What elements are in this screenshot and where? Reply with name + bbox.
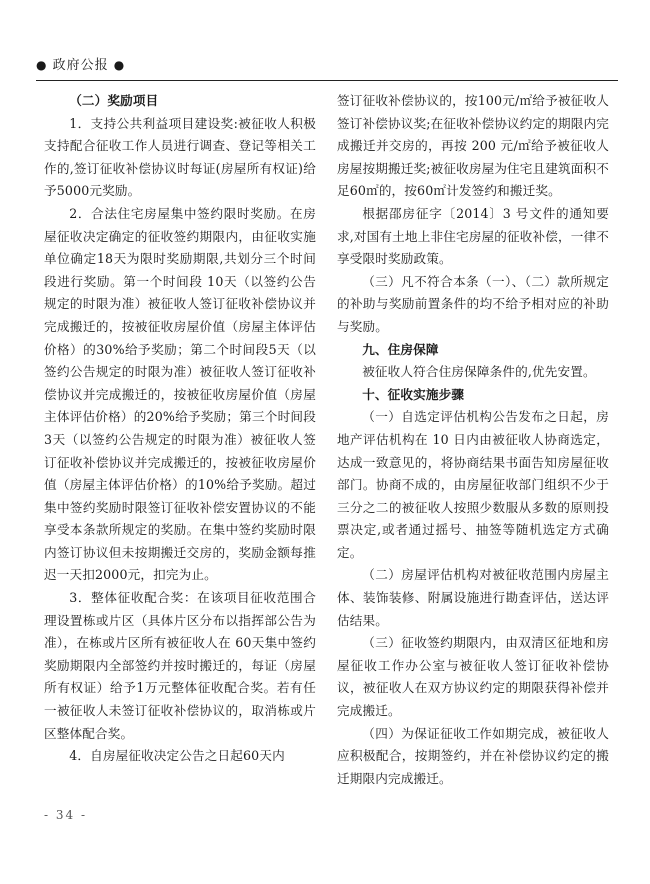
paragraph: （三）凡不符合本条（一）、（二）款所规定的补助与奖励前置条件的均不给予相对应的补助与奖励。: [337, 273, 609, 334]
bullet-icon: ●: [113, 58, 126, 72]
header-rule: [36, 80, 618, 81]
running-header: [36, 54, 616, 76]
section-heading-housing: 九、住房保障: [362, 341, 439, 357]
section-heading-rewards: （二）奖励项目: [69, 93, 159, 108]
paragraph: 1．支持公共利益项目建设奖:被征收人积极支持配合征收工作人员进行调查、登记等相关工作的,签订征收补偿协议时每证(房屋所有权证)给予5000元奖励。: [44, 115, 316, 199]
step-paragraph: （四）为保证征收工作如期完成，被征收人应积极配合，按期签约，并在补偿协议约定的搬迁期限内完成搬迁。: [337, 725, 609, 786]
header-title: 政府公报: [52, 58, 109, 73]
section-heading-steps: 十、征收实施步骤: [362, 386, 465, 402]
page-number: - 34 -: [44, 808, 88, 822]
paragraph: 3．整体征收配合奖：在该项目征收范围合理设置栋或片区（具体片区分布以指挥部公告为准），在栋或片区所有被征收人在 60天集中签约奖励期限内全部签约并按时搬迁的，每证（房屋所有权证）给予1万元整体征收配合奖。若有任一被征收人未签订征收补偿协议的，取消栋或片区整体配合奖。: [44, 590, 316, 741]
left-column: [44, 90, 316, 768]
step-paragraph: （三）征收签约期限内，由双清区征地和房屋征收工作办公室与被征收人签订征收补偿协议，被征收人在双方协议约定的期限获得补偿并完成搬迁。: [337, 635, 609, 719]
paragraph: 被征收人符合住房保障条件的,优先安置。: [362, 364, 596, 380]
paragraph: 4．自房屋征收决定公告之日起60天内: [69, 748, 285, 764]
bullet-icon: ●: [36, 58, 48, 72]
right-column: [337, 90, 609, 790]
step-paragraph: （二）房屋评估机构对被征收范围内房屋主体、装饰装修、附属设施进行勘查评估，送达评估结果。: [337, 567, 609, 628]
step-paragraph: （一）自选定评估机构公告发布之日起，房地产评估机构在 10 日内由被征收人协商选定，达成一致意见的，将协商结果书面告知房屋征收部门。协商不成的，由房屋征收部门组织不少于三分之二的被征收人按照少数服从多数的原则投票决定,或者通过摇号、抽签等随机选定方式确定。: [337, 409, 609, 560]
paragraph-continuation: 签订征收补偿协议的，按100元/㎡给予被征收人签订补偿协议奖;在征收补偿协议约定的期限内完成搬迁并交房的，再按 200 元/㎡给予被征收人房屋按期搬迁奖;被征收房屋为住宅且建筑面积不足60㎡的，按60㎡计发签约和搬迁奖。: [337, 93, 610, 199]
paragraph: 2．合法住宅房屋集中签约限时奖励。在房屋征收决定确定的征收签约期限内，由征收实施单位确定18天为限时奖励期限,共划分三个时间段进行奖励。第一个时间段 10天（以签约公告规定的时限为准）被征收人签订征收补偿协议并完成搬迁的，按被征收房屋价值（房屋主体评估价格）的30%给予奖励；第二个时间段5天（以签约公告规定的时限为准）被征收人签订征收补偿协议并完成搬迁的，按被征收房屋价值（房屋主体评估价格）的20%给予奖励；第三个时间段3天（以签约公告规定的时限为准）被征收人签订征收补偿协议并完成搬迁的，按被征收房屋价值（房屋主体评估价格）的10%给予奖励。超过集中签约奖励时限签订征收补偿安置协议的不能享受本条款所规定的奖励。在集中签约奖励时限内签订协议但未按期搬迁交房的，奖励金额每推迟一天扣2000元，扣完为止。: [44, 205, 316, 583]
paragraph: 根据邵房征字〔2014〕3 号文件的通知要求,对国有土地上非住宅房屋的征收补偿，一律不享受限时奖励政策。: [337, 205, 609, 267]
